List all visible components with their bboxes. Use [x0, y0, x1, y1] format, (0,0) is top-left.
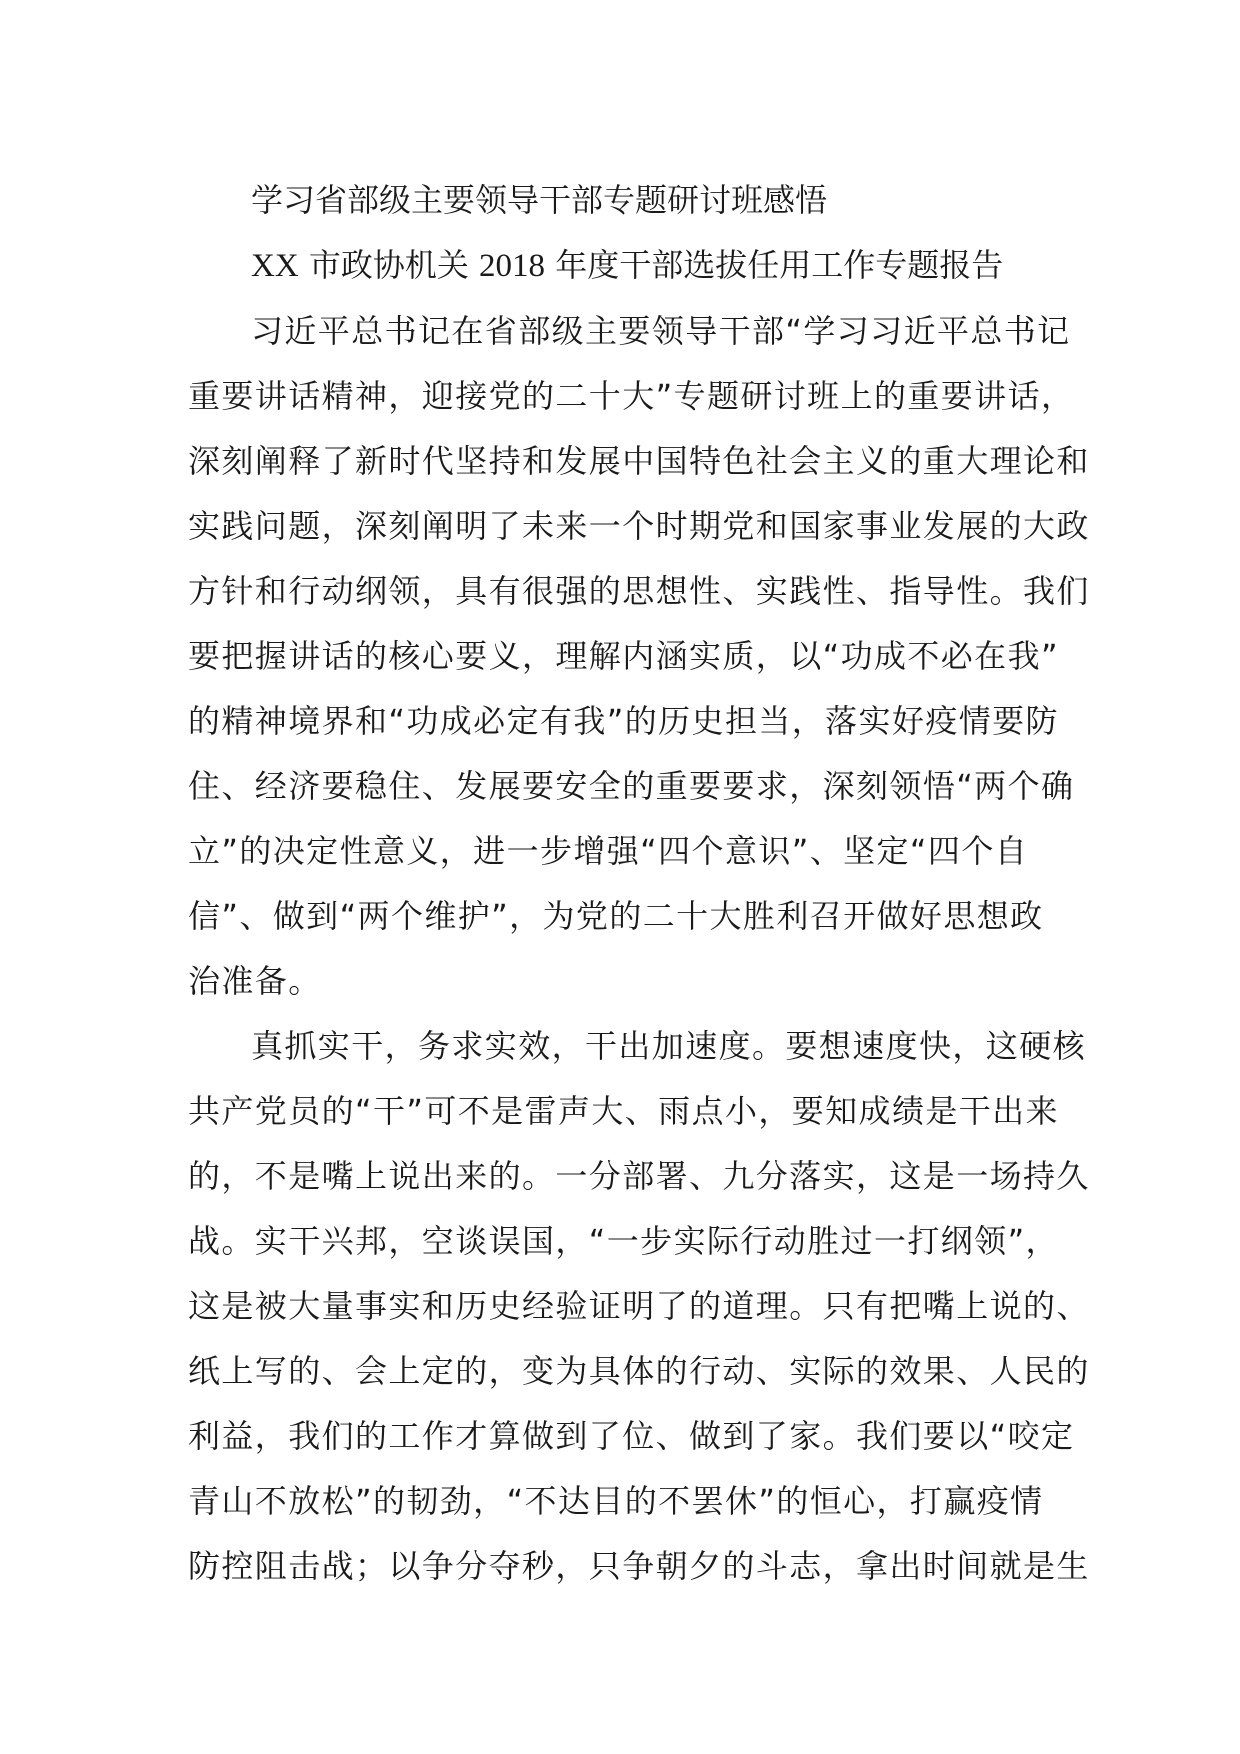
subtitle-year: 2018 [479, 248, 546, 284]
paragraph-line: 的，不是嘴上说出来的。一分部署、九分落实，这是一场持久 [188, 1157, 1090, 1195]
paragraph-line: 实践问题，深刻阐明了未来一个时期党和国家事业发展的大政 [188, 507, 1090, 545]
paragraph-line: 青山不放松”的韧劲，“不达目的不罢休”的恒心，打赢疫情 [188, 1482, 1044, 1520]
document-subtitle [188, 233, 1056, 299]
paragraph-line: 方针和行动纲领，具有很强的思想性、实践性、指导性。我们 [188, 572, 1090, 610]
paragraph-line: 真抓实干，务求实效，干出加速度。要想速度快，这硬核 [251, 1027, 1087, 1065]
paragraph-line: 共产党员的“干”可不是雷声大、雨点小，要知成绩是干出来 [188, 1092, 1059, 1130]
subtitle-part-2: 年度干部选拔任用工作专题报告 [545, 246, 1004, 284]
paragraph-line: 防控阻击战；以争分夺秒，只争朝夕的斗志，拿出时间就是生 [188, 1547, 1090, 1585]
paragraph-line: 纸上写的、会上定的，变为具体的行动、实际的效果、人民的 [188, 1352, 1090, 1390]
paragraph-line: 信”、做到“两个维护”，为党的二十大胜利召开做好思想政 [188, 897, 1044, 935]
paragraph-line: 重要讲话精神，迎接党的二十大”专题研讨班上的重要讲话， [188, 377, 1075, 415]
subtitle-part-1: 市政协机关 [298, 246, 480, 284]
paragraph-line: 要把握讲话的核心要义，理解内涵实质，以“功成不必在我” [188, 637, 1059, 675]
paragraph-line: 战。实干兴邦，空谈误国，“一步实际行动胜过一打纲领”， [188, 1222, 1059, 1260]
subtitle-prefix: XX [251, 248, 299, 284]
title-text: 学习省部级主要领导干部专题研讨班感悟 [251, 181, 828, 219]
paragraph-line: 习近平总书记在省部级主要领导干部“学习习近平总书记 [251, 312, 1071, 350]
paragraph-line: 的精神境界和“功成必定有我”的历史担当，落实好疫情要防 [188, 702, 1059, 740]
document-body [188, 168, 1090, 1599]
paragraph-line: 住、经济要稳住、发展要安全的重要要求，深刻领悟“两个确 [188, 767, 1075, 805]
paragraph-2 [188, 1014, 1090, 1599]
paragraph-line: 治准备。 [188, 962, 322, 1000]
paragraph-line: 利益，我们的工作才算做到了位、做到了家。我们要以“咬定 [188, 1417, 1075, 1455]
paragraph-line: 深刻阐释了新时代坚持和发展中国特色社会主义的重大理论和 [188, 442, 1090, 480]
paragraph-line: 这是被大量事实和历史经验证明了的道理。只有把嘴上说的、 [188, 1287, 1090, 1325]
document-title [188, 168, 1056, 233]
paragraph-1 [188, 299, 1090, 1014]
paragraph-line: 立”的决定性意义，进一步增强“四个意识”、坚定“四个自 [188, 832, 1029, 870]
